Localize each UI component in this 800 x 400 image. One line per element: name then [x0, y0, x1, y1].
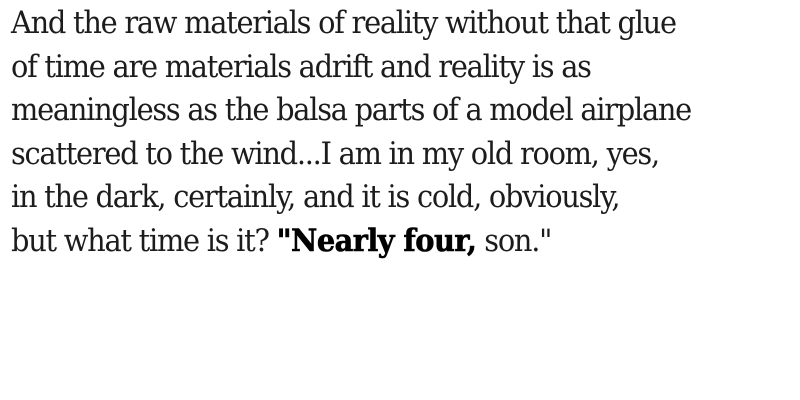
text-passage — [11, 2, 741, 263]
passage-line-4: scattered to the wind...I am in my old room, yes, — [11, 135, 659, 172]
passage-line-5: in the dark, certainly, and it is cold, obviously, — [11, 179, 620, 215]
passage-line-6-end: son." — [476, 222, 552, 259]
passage-line-1: And the raw materials of reality without that glue — [11, 5, 676, 41]
passage-line-2: of time are materials adrift and reality is as — [11, 48, 591, 85]
passage-line-3: meaningless as the balsa parts of a model airplane — [11, 92, 692, 128]
passage-line-6-start: but what time is it? — [11, 222, 277, 259]
quote-emphasis: "Nearly four, — [276, 222, 477, 259]
passage-line-6 — [11, 220, 741, 264]
